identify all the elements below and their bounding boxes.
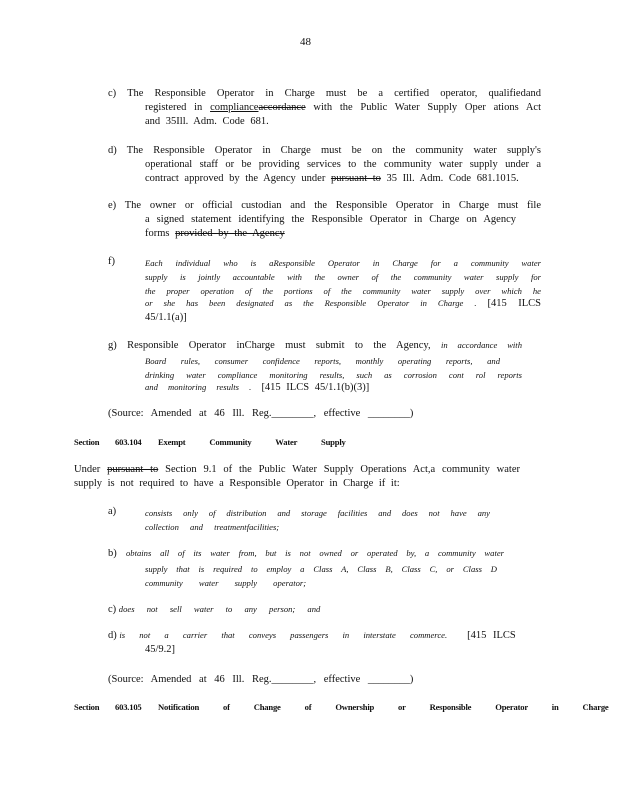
- item-f-label: f): [108, 256, 115, 267]
- deleted-text: pursuant to: [107, 464, 159, 475]
- exempt-b-text: b): [108, 548, 126, 559]
- item-f-line-4: [145, 298, 541, 309]
- item-d-line-3: [145, 173, 519, 184]
- exempt-b-line-3: community water supply operator;: [145, 578, 307, 588]
- page-number: 48: [300, 36, 311, 48]
- item-g-text: g) Responsible Operator inCharge must submit to the Agency,: [108, 340, 441, 351]
- item-g-line-4: [145, 382, 369, 393]
- deleted-text: accordance: [258, 102, 306, 113]
- item-e-line-2: a signed statement identifying the Responsible Operator in Charge on Agency: [145, 214, 516, 225]
- item-f-line-5: 45/1.1(a)]: [145, 312, 187, 323]
- exempt-b-line-1: [108, 548, 504, 559]
- item-c-text: registered in: [145, 102, 211, 113]
- exempt-b-line-2: supply that is required to employ a Class A, Class B, Class C, or Class D: [145, 564, 497, 574]
- item-g-text: in accordance with: [440, 340, 522, 350]
- source-note-1: (Source: Amended at 46 Ill. Reg.________, effective ________): [108, 408, 414, 419]
- item-f-line-2: supply is jointly accountable with the owner of the community water supply for: [145, 272, 541, 282]
- intro-text: Section 9.1 of the Public Water Supply Operations Act,a community water: [158, 464, 520, 475]
- item-c-text: with the Public Water Supply Oper ations Act: [305, 102, 541, 113]
- exempt-c-line-1: [108, 604, 320, 615]
- section-label: Section: [74, 702, 100, 712]
- item-c-line-1: c) The Responsible Operator in Charge must be a certified operator, qualifiedand: [108, 88, 541, 99]
- item-e-text: forms: [145, 228, 176, 239]
- deleted-text: provided by the Agency: [175, 228, 285, 239]
- item-g-line-2: Board rules, consumer confidence reports, monthly operating reports, and: [145, 356, 500, 366]
- item-f-line-1: Each individual who is aResponsible Operator in Charge for a community water: [145, 258, 541, 268]
- citation: [415 ILCS: [467, 630, 516, 641]
- section-label: Section: [74, 437, 100, 447]
- item-d-line-2: operational staff or be providing services to the community water supply under a: [145, 159, 541, 170]
- exempt-c-text: c): [108, 604, 119, 615]
- item-d-text: 35 Ill. Adm. Code 681.1015.: [380, 173, 519, 184]
- source-note-2: (Source: Amended at 46 Ill. Reg.________, effective ________): [108, 674, 414, 685]
- exempt-a-line-2: collection and treatmentfacilities;: [145, 522, 280, 532]
- item-f-text: or she has been designated as the Responsible Operator in Charge .: [145, 298, 488, 308]
- citation: [415 ILCS 45/1.1(b)(3)]: [261, 382, 370, 393]
- exempt-d-line-1: [108, 630, 516, 641]
- intro-text: Under: [74, 464, 108, 475]
- item-c-line-2: [145, 102, 541, 113]
- item-d-text: contract approved by the Agency under: [145, 173, 331, 184]
- exempt-c-text: does not sell water to any person; and: [118, 604, 321, 614]
- section-title: Notification of Change of Ownership or Responsible Operator in Charge: [158, 702, 609, 712]
- inserted-text: compliance: [210, 102, 259, 113]
- item-c-line-3: and 35Ill. Adm. Code 681.: [145, 116, 269, 127]
- exempt-d-text: d): [108, 630, 120, 641]
- intro-line-1: [74, 464, 520, 475]
- deleted-text: pursuant to: [330, 173, 381, 184]
- exempt-a-line-1: consists only of distribution and storage facilities and does not have any: [145, 508, 490, 518]
- section-title: Exempt Community Water Supply: [158, 437, 346, 447]
- item-g-text: and monitoring results .: [145, 382, 262, 392]
- item-g-line-3: drinking water compliance monitoring results, such as corrosion cont rol reports: [145, 370, 522, 380]
- item-d-line-1: d) The Responsible Operator in Charge must be on the community water supply's: [108, 145, 541, 156]
- citation: [415 ILCS: [487, 298, 541, 309]
- exempt-a-label: a): [108, 506, 117, 517]
- item-e-line-3: [145, 228, 285, 239]
- item-f-line-3: the proper operation of the portions of the community water supply over which he: [145, 286, 541, 296]
- exempt-b-text: obtains all of its water from, but is not owned or operated by, a community water: [126, 548, 504, 558]
- exempt-d-line-2: 45/9.2]: [145, 644, 176, 655]
- section-number: 603.104: [115, 437, 142, 447]
- section-number: 603.105: [115, 702, 142, 712]
- exempt-d-text: is not a carrier that conveys passengers in interstate commerce.: [119, 630, 448, 640]
- intro-line-2: supply is not required to have a Responsible Operator in Charge if it:: [74, 478, 400, 489]
- item-g-line-1: [108, 340, 522, 351]
- item-e-line-1: e) The owner or official custodian and the Responsible Operator in Charge must file: [108, 200, 541, 211]
